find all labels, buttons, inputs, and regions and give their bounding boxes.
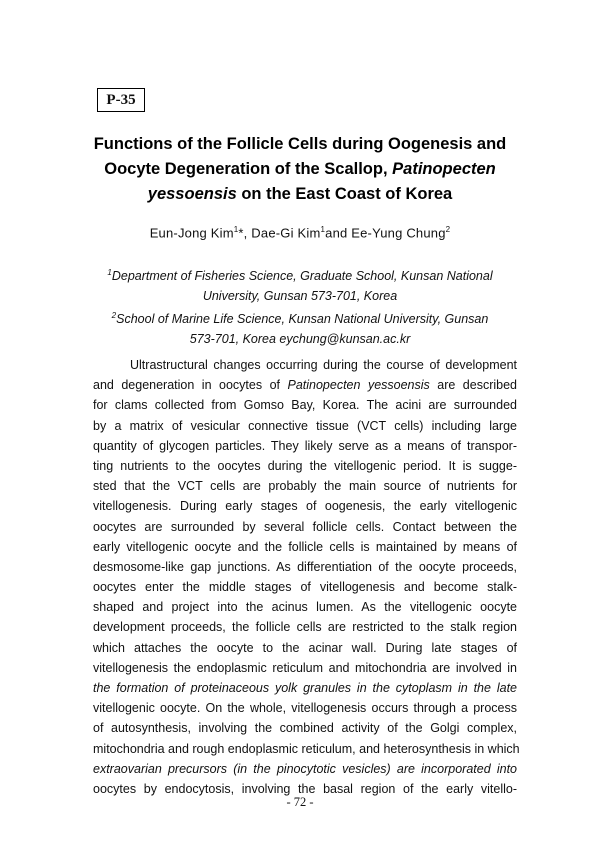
author-3: and Ee-Yung Chung	[325, 225, 446, 241]
abstract-line: oocytes enter the middle stages of vitellogenesis and become stalk-	[93, 580, 517, 595]
abstract-line: vitellogenesis the endoplasmic reticulum and mitochondria are involved in	[93, 660, 517, 675]
author-2: , Dae-Gi Kim	[243, 225, 321, 241]
abstract-line: the formation of proteinaceous yolk granules in the cytoplasm in the late	[93, 681, 517, 695]
paper-title	[80, 132, 520, 207]
title-line-2	[80, 157, 520, 182]
abstract-line: ting nutrients to the oocytes during the vitellogenic period. It is sugge-	[93, 458, 517, 473]
title-line-3	[80, 182, 520, 207]
author-3-affil-mark: 2	[445, 225, 451, 234]
abstract-line: early vitellogenic oocyte and the follicle cells is maintained by means of	[93, 539, 517, 554]
abstract-line: and degeneration in oocytes of Patinopecten yessoensis are described	[93, 378, 518, 393]
affiliation-1-line-2: University, Gunsan 573-701, Korea	[202, 289, 398, 304]
title-line-2-text: Oocyte Degeneration of the Scallop,	[104, 160, 393, 178]
affiliation-2-line-2: 573-701, Korea eychung@kunsan.ac.kr	[189, 332, 411, 347]
abstract-line: vitellogenic oocyte. On the whole, vitellogenesis occurs through a process	[93, 701, 517, 716]
abstract-line: vitellogenesis. During early stages of oogenesis, the early vitellogenic	[93, 499, 517, 514]
abstract-line: Ultrastructural changes occurring during the course of development	[130, 358, 517, 372]
affiliation-1-text: Department of Fisheries Science, Graduate School, Kunsan National	[111, 269, 493, 284]
abstract-line: mitochondria and rough endoplasmic reticulum, and heterosynthesis in which	[93, 741, 520, 756]
corresponding-mark: *	[238, 225, 244, 241]
affiliation-2-mark: 2	[111, 311, 117, 321]
title-line-3-text: on the East Coast of Korea	[236, 185, 453, 203]
author-1-affil-mark: 1	[233, 225, 239, 234]
poster-code: P-35	[106, 91, 136, 108]
abstract-line: shaped and project into the acinus lumen. As the vitellogenic oocyte	[93, 600, 517, 615]
abstract-line: development proceeds, the follicle cells are restricted to the stalk region	[93, 620, 517, 635]
abstract-line: for clams collected from Gomso Bay, Korea. The acini are surrounded	[93, 398, 517, 413]
affiliations	[100, 263, 500, 349]
affiliation-2-line-1	[100, 306, 500, 329]
abstract-line: oocytes by endocytosis, involving the basal region of the early vitello-	[93, 781, 517, 796]
abstract-line: oocytes are surrounded by several follicle cells. Contact between the	[93, 519, 517, 534]
affiliation-1-mark: 1	[107, 268, 112, 277]
page-number: - 72 -	[286, 795, 314, 809]
author-list	[80, 225, 520, 240]
author-2-affil-mark: 1	[320, 225, 326, 234]
abstract-line: extraovarian precursors (in the pinocytotic vesicles) are incorporated into	[93, 761, 517, 776]
affiliation-2-text: School of Marine Life Science, Kunsan National University, Gunsan	[116, 312, 489, 327]
abstract-line: quantity of glycogen particles. They likely serve as a means of transpor-	[93, 438, 517, 453]
author-1: Eun-Jong Kim	[149, 225, 234, 241]
poster-code-box	[97, 88, 145, 112]
abstract-line: of autosynthesis, involving the combined activity of the Golgi complex,	[93, 721, 517, 736]
title-line-1: Functions of the Follicle Cells during Oogenesis and	[93, 135, 507, 153]
abstract-line: which attaches the oocyte to the acinar wall. During late stages of	[93, 640, 517, 655]
abstract-line: sted that the VCT cells are probably the main source of nutrients for	[93, 479, 517, 494]
abstract-line: desmosome-like gap junctions. As differentiation of the oocyte proceeds,	[93, 559, 517, 574]
abstract-body	[93, 355, 520, 799]
title-species-epithet: yessoensis	[147, 185, 237, 203]
abstract-line: by a matrix of vesicular connective tissue (VCT cells) including large	[93, 418, 517, 433]
affiliation-1-line-1	[100, 263, 500, 286]
title-species-genus: Patinopecten	[392, 160, 496, 178]
